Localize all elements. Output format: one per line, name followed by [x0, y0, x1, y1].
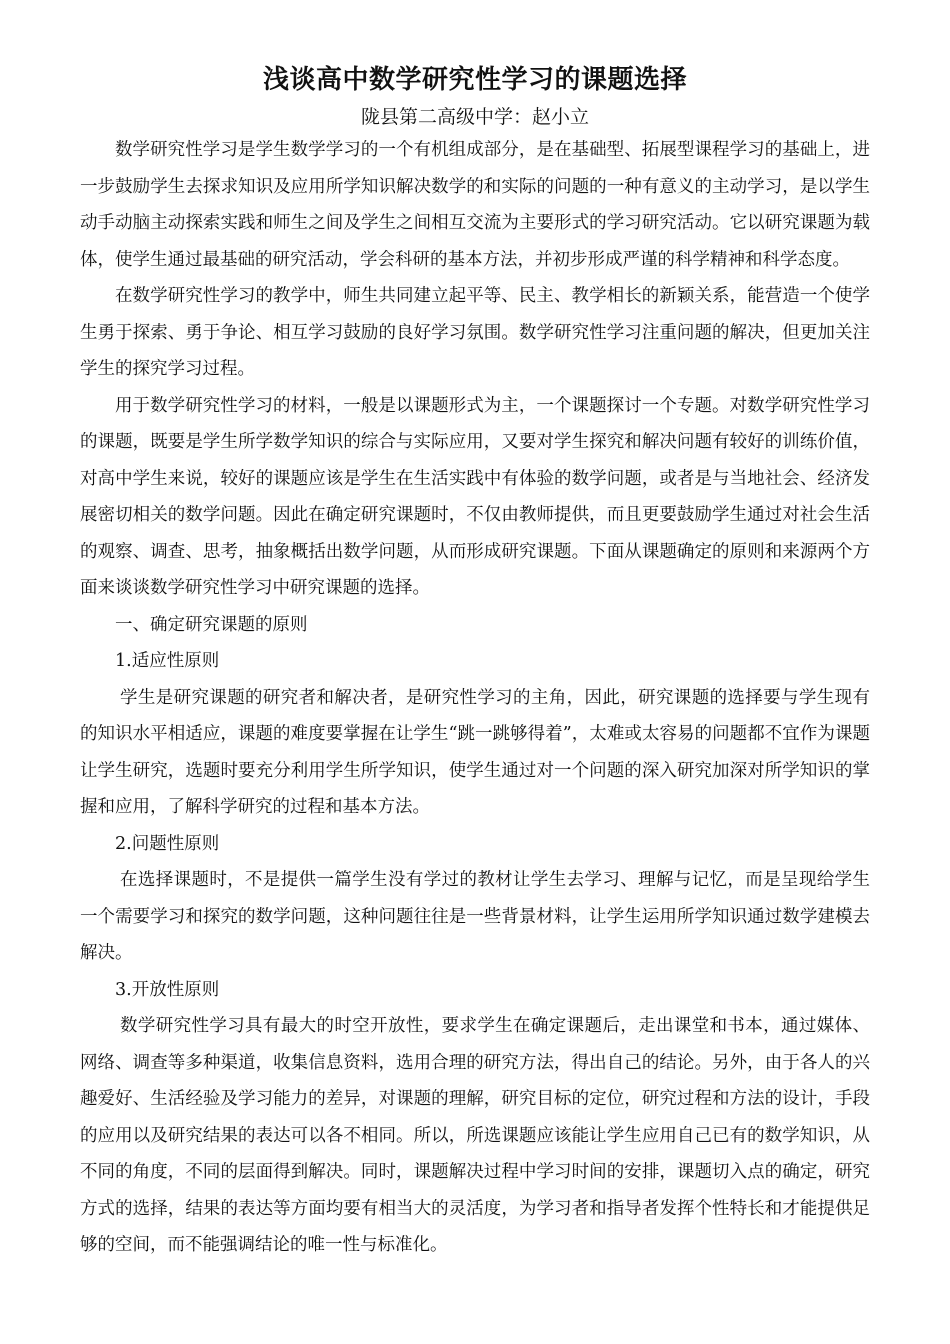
- author-line: 陇县第二高级中学：赵小立: [360, 106, 589, 128]
- paragraph-materials: 用于数学研究性学习的材料，一般是以课题形式为主，一个课题探讨一个专题。对数学研究性学习的课题，既要是学生所学数学知识的综合与实际应用，又要对学生探究和解决问题有较好的训练价值，对高中学生来说，较好的课题应该是学生在生活实践中有体验的数学问题，或者是与当地社会、经济发展密切相关的数学问题。因此在确定研究课题时，不仅由教师提供，而且更要鼓励学生通过对社会生活的观察、调查、思考，抽象概括出数学问题，从而形成研究课题。下面从课题确定的原则和来源两个方面来谈谈数学研究性学习中研究课题的选择。: [80, 395, 870, 598]
- paragraph-adaptability: 学生是研究课题的研究者和解决者，是研究性学习的主角，因此，研究课题的选择要与学生现有的知识水平相适应，课题的难度要掌握在让学生“跳一跳够得着”，太难或太容易的问题都不宜作为课题让学生研究，选题时要充分利用学生所学知识，使学生通过对一个问题的深入研究加深对所学知识的掌握和应用，了解科学研究的过程和基本方法。: [80, 687, 870, 817]
- section-heading-principles: 一、确定研究课题的原则: [115, 614, 308, 635]
- paragraph-problem: 在选择课题时，不是提供一篇学生没有学过的教材让学生去学习、理解与记忆，而是呈现给学生一个需要学习和探究的数学问题，这种问题往往是一些背景材料，让学生运用所学知识通过数学建模去解决。: [80, 870, 870, 963]
- subheading-problem: 2.问题性原则: [115, 833, 220, 854]
- paragraph-teaching: 在数学研究性学习的教学中，师生共同建立起平等、民主、教学相长的新颖关系，能营造一个使学生勇于探索、勇于争论、相互学习鼓励的良好学习氛围。数学研究性学习注重问题的解决，但更加关注学生的探究学习过程。: [80, 286, 870, 379]
- subheading-openness: 3.开放性原则: [115, 979, 220, 1000]
- document-title: 浅谈高中数学研究性学习的课题选择: [262, 65, 687, 95]
- document-page: [80, 62, 870, 1264]
- paragraph-intro: 数学研究性学习是学生数学学习的一个有机组成部分，是在基础型、拓展型课程学习的基础上，进一步鼓励学生去探求知识及应用所学知识解决数学的和实际的问题的一种有意义的主动学习，是以学生动手动脑主动探索实践和师生之间及学生之间相互交流为主要形式的学习研究活动。它以研究课题为载体，使学生通过最基础的研究活动，学会科研的基本方法，并初步形成严谨的科学精神和科学态度。: [80, 140, 870, 270]
- subheading-adaptability: 1.适应性原则: [115, 651, 220, 671]
- paragraph-openness: 数学研究性学习具有最大的时空开放性，要求学生在确定课题后，走出课堂和书本，通过媒体、网络、调查等多种渠道，收集信息资料，选用合理的研究方法，得出自己的结论。另外，由于各人的兴趣爱好、生活经验及学习能力的差异，对课题的理解，研究目标的定位，研究过程和方法的设计，手段的应用以及研究结果的表达可以各不相同。所以，所选课题应该能让学生应用自己已有的数学知识，从不同的角度，不同的层面得到解决。同时，课题解决过程中学习时间的安排，课题切入点的确定，研究方式的选择，结果的表达等方面均要有相当大的灵活度，为学习者和指导者发挥个性特长和才能提供足够的空间，而不能强调结论的唯一性与标准化。: [80, 1016, 870, 1255]
